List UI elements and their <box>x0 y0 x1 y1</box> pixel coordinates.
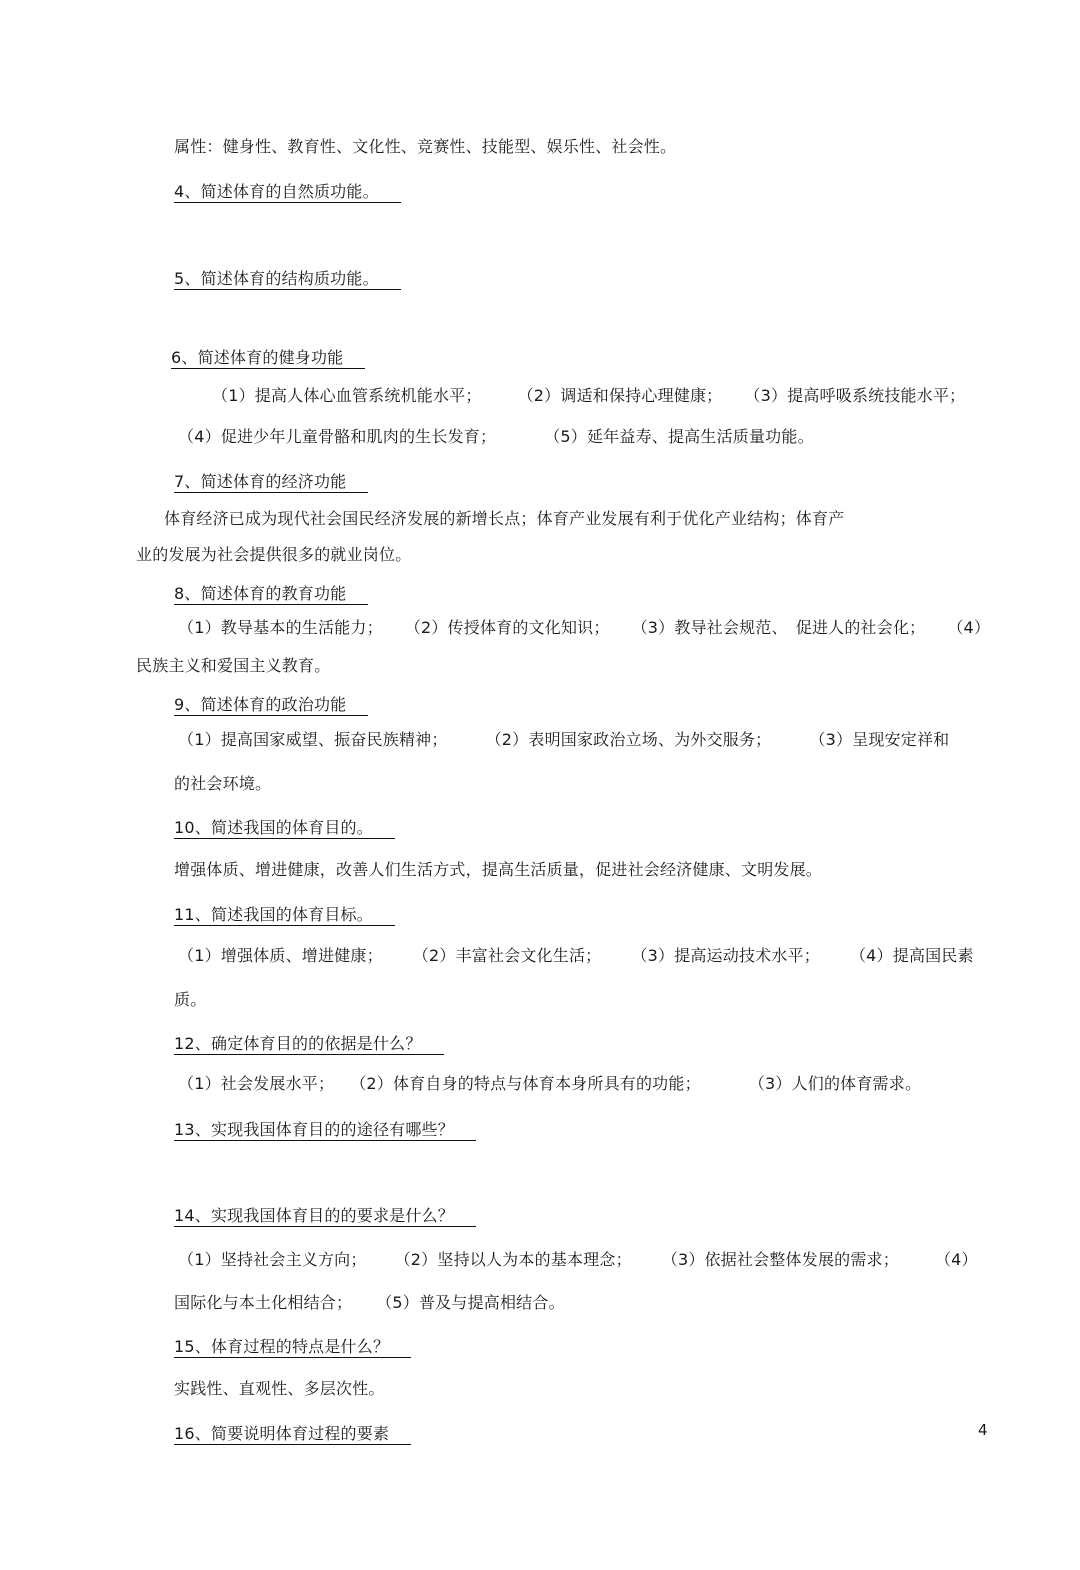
answer-12 <box>178 1073 921 1095</box>
answer-12-item-2: （2）体育自身的特点与体育本身所具有的功能； <box>350 1074 701 1093</box>
question-9 <box>174 694 368 716</box>
answer-12-item-3: （3）人们的体育需求。 <box>748 1074 922 1093</box>
question-6 <box>171 347 365 369</box>
question-4-text: 4、简述体育的自然质功能。 <box>174 182 401 203</box>
question-8 <box>174 583 368 605</box>
question-11 <box>174 904 395 926</box>
page-number: 4 <box>978 1421 988 1439</box>
answer-12-item-1: （1）社会发展水平； <box>178 1074 335 1093</box>
answer-7-line-1: 体育经济已成为现代社会国民经济发展的新增长点；体育产业发展有利于优化产业结构；体育产 <box>164 509 845 528</box>
answer-8-line-1 <box>178 617 990 639</box>
answer-11-item-1: （1）增强体质、增进健康； <box>178 946 383 965</box>
answer-8-item-3: （3）教导社会规范、 <box>631 618 788 637</box>
question-7 <box>174 471 368 493</box>
question-15-text: 15、体育过程的特点是什么？ <box>174 1337 411 1358</box>
answer-9-line-2: 的社会环境。 <box>174 774 272 793</box>
question-16-text: 16、简要说明体育过程的要素 <box>174 1424 411 1445</box>
answer-6-item-4: （4）促进少年儿童骨骼和肌肉的生长发育； <box>178 427 497 446</box>
answer-14-item-4-cont: 国际化与本土化相结合； <box>174 1293 353 1312</box>
question-11-text: 11、简述我国的体育目标。 <box>174 905 395 926</box>
answer-6-item-2: （2）调适和保持心理健康； <box>517 386 723 405</box>
answer-6-item-5: （5）延年益寿、提高生活质量功能。 <box>544 427 814 446</box>
answer-14-item-1: （1）坚持社会主义方向； <box>178 1250 367 1269</box>
answer-14-item-4: （4） <box>934 1250 978 1269</box>
answer-11-item-2: （2）丰富社会文化生活； <box>412 946 602 965</box>
answer-15: 实践性、直观性、多层次性。 <box>174 1379 385 1398</box>
question-10-text: 10、简述我国的体育目的。 <box>174 818 395 839</box>
answer-9-item-3: （3）呈现安定祥和 <box>809 730 950 749</box>
answer-11-item-4: （4）提高国民素 <box>849 946 974 965</box>
answer-9-line-1 <box>178 729 949 751</box>
answer-14-item-5: （5）普及与提高相结合。 <box>376 1293 565 1312</box>
answer-14-item-2: （2）坚持以人为本的基本理念； <box>394 1250 632 1269</box>
question-4 <box>174 181 401 203</box>
question-8-text: 8、简述体育的教育功能 <box>174 584 368 605</box>
question-9-text: 9、简述体育的政治功能 <box>174 695 368 716</box>
answer-14-line-2 <box>174 1292 565 1314</box>
attributes-line: 属性：健身性、教育性、文化性、竞赛性、技能型、娱乐性、社会性。 <box>174 137 677 156</box>
answer-9-item-1: （1）提高国家威望、振奋民族精神； <box>178 730 448 749</box>
answer-11-item-3: （3）提高运动技术水平； <box>631 946 820 965</box>
answer-11-line-1 <box>178 945 974 967</box>
answer-6-line-1 <box>212 385 965 407</box>
answer-8-item-2: （2）传授体育的文化知识； <box>404 618 610 637</box>
answer-7-line-2: 业的发展为社会提供很多的就业岗位。 <box>136 545 412 564</box>
answer-9-item-2: （2）表明国家政治立场、为外交服务； <box>485 730 772 749</box>
answer-11-line-2: 质。 <box>174 990 207 1009</box>
answer-6-item-3: （3）提高呼吸系统技能水平； <box>744 386 966 405</box>
question-13 <box>174 1119 476 1141</box>
question-10 <box>174 817 395 839</box>
answer-6-item-1: （1）提高人体心血管系统机能水平； <box>212 386 482 405</box>
question-14-text: 14、实现我国体育目的的要求是什么？ <box>174 1206 476 1227</box>
answer-8-item-4: （4） <box>947 618 991 637</box>
question-13-text: 13、实现我国体育目的的途径有哪些？ <box>174 1120 476 1141</box>
question-16 <box>174 1423 411 1445</box>
question-5 <box>174 268 401 290</box>
question-14 <box>174 1205 476 1227</box>
question-12 <box>174 1033 444 1055</box>
answer-14-line-1 <box>178 1249 978 1271</box>
question-12-text: 12、确定体育目的的依据是什么？ <box>174 1034 444 1055</box>
question-5-text: 5、简述体育的结构质功能。 <box>174 269 401 290</box>
answer-10: 增强体质、增进健康，改善人们生活方式，提高生活质量，促进社会经济健康、文明发展。 <box>174 860 823 879</box>
answer-6-line-2 <box>178 426 814 448</box>
question-15 <box>174 1336 411 1358</box>
answer-8-item-3b: 促进人的社会化； <box>795 618 926 637</box>
answer-14-item-3: （3）依据社会整体发展的需求； <box>661 1250 899 1269</box>
answer-8-item-1: （1）教导基本的生活能力； <box>178 618 383 637</box>
question-7-text: 7、简述体育的经济功能 <box>174 472 368 493</box>
answer-8-line-2: 民族主义和爱国主义教育。 <box>136 656 331 675</box>
question-6-text: 6、简述体育的健身功能 <box>171 348 365 369</box>
